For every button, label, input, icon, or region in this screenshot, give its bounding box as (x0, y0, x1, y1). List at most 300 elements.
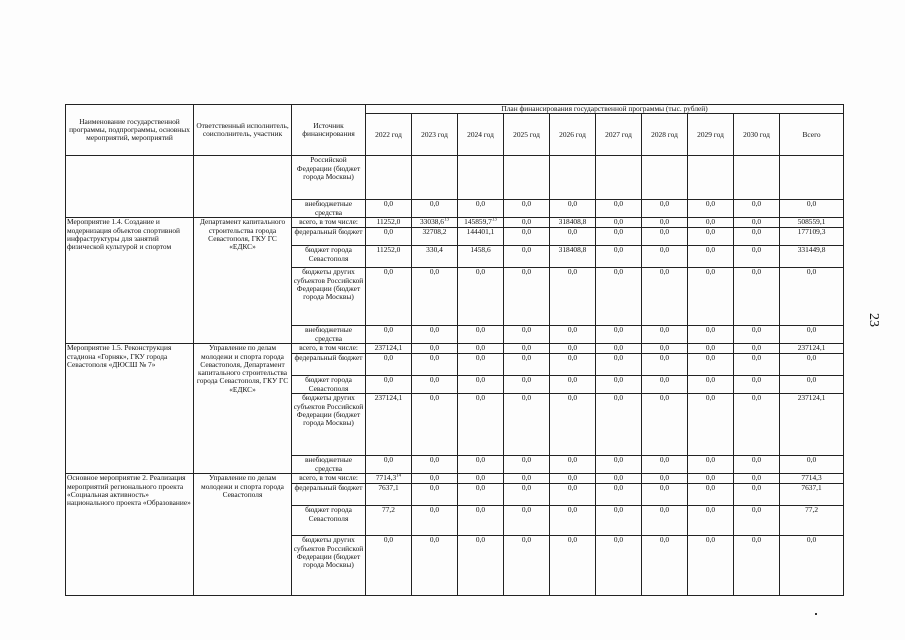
value-text: 0,0 (475, 375, 486, 385)
value-cell (734, 156, 780, 200)
value-cell (688, 156, 734, 200)
value-text: 0,0 (383, 535, 394, 545)
funding-source: внебюджетные средства (292, 200, 366, 218)
value-text: 0,0 (806, 375, 817, 385)
header-year: 2027 год (596, 114, 642, 156)
value-text: 0,0 (475, 535, 486, 545)
value-text: 0,0 (806, 353, 817, 363)
value-cell (688, 484, 734, 506)
value-text: 0,0 (429, 473, 440, 483)
value-text: 0,0 (659, 375, 670, 385)
value-cell (734, 474, 780, 484)
value-cell (780, 326, 844, 344)
header-year: 2028 год (642, 114, 688, 156)
value-cell (688, 228, 734, 246)
value-cell (642, 344, 688, 354)
responsible-executor: Управление по делам молодежи и спорта города Севастополя (194, 474, 292, 596)
value-cell (504, 376, 550, 394)
value-cell (642, 394, 688, 456)
value-cell (458, 344, 504, 354)
value-text: 0,0 (659, 535, 670, 545)
value-cell (642, 218, 688, 228)
value-cell (458, 156, 504, 200)
value-text: 0,0 (751, 375, 762, 385)
header-plan-title: План финансирования государственной программы (тыс. рублей) (366, 105, 844, 114)
value-cell (550, 376, 596, 394)
value-cell (596, 268, 642, 326)
value-cell (596, 218, 642, 228)
value-text: 237124,1 (797, 343, 826, 353)
value-cell (734, 228, 780, 246)
value-text: 0,0 (613, 483, 624, 493)
footnote-mark: 14 (396, 473, 402, 479)
header-year: 2022 год (366, 114, 412, 156)
value-text: 0,0 (659, 325, 670, 335)
value-cell (596, 200, 642, 218)
value-text: 0,0 (521, 535, 532, 545)
value-cell (458, 228, 504, 246)
value-cell (734, 344, 780, 354)
value-cell (596, 536, 642, 596)
value-text: 0,0 (751, 227, 762, 237)
value-cell (642, 326, 688, 344)
value-cell (458, 484, 504, 506)
value-text: 0,0 (475, 483, 486, 493)
value-cell (458, 354, 504, 376)
value-cell (734, 200, 780, 218)
value-cell (412, 474, 458, 484)
value-cell (780, 268, 844, 326)
value-cell (458, 536, 504, 596)
header-source: Источник финансирования (292, 105, 366, 156)
value-cell (734, 326, 780, 344)
header-year: 2024 год (458, 114, 504, 156)
header-year: 2023 год (412, 114, 458, 156)
activity-name: Основное мероприятие 2. Реализация мероприятий регионального проекта «Социальная активность» национального проекта «Образование» (66, 474, 194, 596)
value-text: 11252,0 (376, 245, 401, 255)
value-text: 0,0 (383, 353, 394, 363)
value-cell (504, 474, 550, 484)
value-cell (366, 376, 412, 394)
value-cell (688, 474, 734, 484)
value-text: 0,0 (383, 227, 394, 237)
value-text: 0,0 (613, 245, 624, 255)
table-body (66, 156, 844, 596)
value-text: 7637,1 (801, 483, 822, 493)
value-cell (688, 246, 734, 268)
value-cell (780, 354, 844, 376)
value-text: 0,0 (705, 325, 716, 335)
value-cell (734, 536, 780, 596)
value-cell (504, 536, 550, 596)
value-cell (780, 394, 844, 456)
value-cell (642, 228, 688, 246)
value-cell (366, 484, 412, 506)
value-cell (688, 376, 734, 394)
value-cell (366, 326, 412, 344)
value-cell (780, 536, 844, 596)
value-text: 0,0 (705, 375, 716, 385)
value-cell (550, 474, 596, 484)
value-cell (642, 200, 688, 218)
value-text: 0,0 (705, 535, 716, 545)
page-number: 23 (866, 313, 881, 327)
value-text: 0,0 (705, 227, 716, 237)
value-text: 0,0 (751, 325, 762, 335)
value-cell (688, 326, 734, 344)
value-cell (642, 474, 688, 484)
value-cell (504, 484, 550, 506)
header-year: Всего (780, 114, 844, 156)
value-text: 0,0 (751, 455, 762, 465)
value-text: 0,0 (521, 343, 532, 353)
value-cell (550, 456, 596, 474)
value-text: 0,0 (429, 483, 440, 493)
value-text: 0,0 (521, 217, 532, 227)
value-text: 0,0 (751, 267, 762, 277)
value-text: 0,0 (705, 505, 716, 515)
value-text: 7637,1 (378, 483, 399, 493)
value-text: 0,0 (567, 199, 578, 209)
value-text: 0,0 (429, 393, 440, 403)
value-text: 0,0 (705, 245, 716, 255)
value-cell (366, 474, 412, 484)
value-text: 0,0 (659, 505, 670, 515)
value-cell (366, 506, 412, 536)
value-text: 0,0 (567, 455, 578, 465)
footnote-mark: 13 (491, 217, 497, 223)
value-text: 0,0 (475, 455, 486, 465)
value-cell (734, 218, 780, 228)
value-text: 0,0 (659, 199, 670, 209)
value-cell (412, 484, 458, 506)
value-cell (366, 246, 412, 268)
value-text: 0,0 (613, 455, 624, 465)
value-text: 0,0 (567, 535, 578, 545)
table-row (66, 344, 844, 354)
value-text: 0,0 (567, 473, 578, 483)
value-text: 0,0 (705, 473, 716, 483)
value-text: 0,0 (751, 535, 762, 545)
funding-source: бюджет города Севастополя (292, 506, 366, 536)
value-cell (688, 200, 734, 218)
funding-source: федеральный бюджет (292, 228, 366, 246)
value-cell (642, 156, 688, 200)
value-text: 0,0 (429, 325, 440, 335)
value-cell (734, 354, 780, 376)
value-cell (642, 484, 688, 506)
value-cell (642, 506, 688, 536)
value-cell (688, 218, 734, 228)
value-cell (366, 354, 412, 376)
value-cell (688, 344, 734, 354)
value-cell (366, 344, 412, 354)
value-text: 0,0 (567, 393, 578, 403)
value-cell (642, 246, 688, 268)
value-cell (596, 156, 642, 200)
value-text: 0,0 (521, 267, 532, 277)
value-text: 0,0 (429, 455, 440, 465)
value-text: 0,0 (475, 505, 486, 515)
value-text: 0,0 (751, 245, 762, 255)
value-cell (734, 506, 780, 536)
value-cell (412, 228, 458, 246)
value-cell (596, 474, 642, 484)
value-text: 0,0 (383, 375, 394, 385)
header-name: Наименование государственной программы, подпрограммы, основных мероприятий, мероприятий (66, 105, 194, 156)
value-text: 0,0 (659, 353, 670, 363)
value-text: 0,0 (521, 473, 532, 483)
value-cell (780, 156, 844, 200)
value-text: 0,0 (475, 343, 486, 353)
value-cell (412, 218, 458, 228)
value-text: 0,0 (806, 325, 817, 335)
value-text: 0,0 (659, 473, 670, 483)
value-cell (504, 156, 550, 200)
value-text: 237124,1 (374, 393, 403, 403)
value-cell (780, 376, 844, 394)
value-cell (642, 376, 688, 394)
table-row (66, 156, 844, 200)
value-text: 0,0 (806, 535, 817, 545)
value-cell (458, 394, 504, 456)
value-text: 0,0 (613, 353, 624, 363)
value-cell (780, 456, 844, 474)
value-cell (734, 246, 780, 268)
value-text: 0,0 (613, 375, 624, 385)
value-text: 0,0 (567, 343, 578, 353)
value-cell (596, 228, 642, 246)
value-cell (780, 246, 844, 268)
value-cell (504, 326, 550, 344)
header-year: 2029 год (688, 114, 734, 156)
value-text: 0,0 (659, 455, 670, 465)
value-text: 0,0 (383, 325, 394, 335)
funding-source: бюджет города Севастополя (292, 246, 366, 268)
value-text: 77,2 (805, 505, 819, 515)
value-text: 0,0 (613, 343, 624, 353)
value-text: 0,0 (383, 455, 394, 465)
value-text: 0,0 (429, 535, 440, 545)
value-cell (550, 156, 596, 200)
value-cell (412, 354, 458, 376)
value-text: 330,4 (426, 245, 443, 255)
value-text: 0,0 (521, 325, 532, 335)
value-text: 0,0 (429, 343, 440, 353)
value-text: 32708,2 (422, 227, 447, 237)
value-cell (780, 344, 844, 354)
value-cell (780, 228, 844, 246)
funding-source: всего, в том числе: (292, 218, 366, 228)
value-cell (504, 394, 550, 456)
value-cell (412, 268, 458, 326)
funding-source: внебюджетные средства (292, 456, 366, 474)
value-cell (596, 456, 642, 474)
value-text: 0,0 (383, 199, 394, 209)
footnote-mark: 13 (444, 217, 450, 223)
value-cell (550, 354, 596, 376)
responsible-executor: Управление по делам молодежи и спорта города Севастополя, Департамент капитального строительства города Севастополя, ГКУ ГС «ЕДКС» (194, 344, 292, 474)
value-cell (688, 394, 734, 456)
value-cell (366, 456, 412, 474)
value-text: 0,0 (659, 343, 670, 353)
value-cell (780, 200, 844, 218)
value-cell (780, 474, 844, 484)
value-text: 237124,1 (797, 393, 826, 403)
value-cell (366, 268, 412, 326)
value-cell (504, 200, 550, 218)
value-text: 508559,1 (797, 217, 826, 227)
value-text: 318408,8 (558, 217, 587, 227)
value-cell (504, 344, 550, 354)
value-text: 0,0 (613, 217, 624, 227)
value-text: 0,0 (521, 227, 532, 237)
value-cell (366, 536, 412, 596)
value-text: 0,0 (429, 199, 440, 209)
value-text: 0,0 (429, 505, 440, 515)
value-text: 0,0 (806, 267, 817, 277)
value-cell (596, 394, 642, 456)
value-text: 0,0 (659, 245, 670, 255)
value-text: 0,0 (751, 217, 762, 227)
value-cell (780, 506, 844, 536)
funding-source: федеральный бюджет (292, 484, 366, 506)
value-text: 0,0 (705, 217, 716, 227)
value-text: 0,0 (613, 535, 624, 545)
value-cell (550, 326, 596, 344)
value-cell (412, 376, 458, 394)
value-cell (412, 246, 458, 268)
value-cell (642, 354, 688, 376)
value-cell (366, 156, 412, 200)
value-text: 145859,7 (464, 217, 492, 227)
value-cell (550, 228, 596, 246)
value-cell (458, 456, 504, 474)
value-text: 0,0 (567, 505, 578, 515)
value-cell (366, 218, 412, 228)
value-cell (458, 218, 504, 228)
value-cell (412, 156, 458, 200)
value-cell (596, 506, 642, 536)
value-text: 0,0 (567, 353, 578, 363)
funding-source: бюджеты других субъектов Российской Федерации (бюджет города Москвы) (292, 268, 366, 326)
funding-source: бюджеты других субъектов Российской Федерации (бюджет города Москвы) (292, 536, 366, 596)
value-text: 0,0 (567, 483, 578, 493)
value-text: 0,0 (659, 483, 670, 493)
value-cell (412, 394, 458, 456)
funding-source: федеральный бюджет (292, 354, 366, 376)
scan-speck (815, 613, 817, 615)
value-cell (596, 246, 642, 268)
value-cell (550, 268, 596, 326)
value-cell (504, 456, 550, 474)
value-text: 0,0 (567, 325, 578, 335)
value-text: 0,0 (751, 483, 762, 493)
value-text: 0,0 (521, 483, 532, 493)
funding-source: бюджеты других субъектов Российской Федерации (бюджет города Москвы) (292, 394, 366, 456)
value-text: 0,0 (613, 393, 624, 403)
value-text: 0,0 (521, 375, 532, 385)
value-cell (688, 354, 734, 376)
value-text: 0,0 (705, 483, 716, 493)
funding-source: Российской Федерации (бюджет города Москвы) (292, 156, 366, 200)
value-cell (458, 326, 504, 344)
value-text: 0,0 (613, 325, 624, 335)
value-text: 0,0 (429, 375, 440, 385)
activity-name: Мероприятие 1.5. Реконструкция стадиона «Горняк», ГКУ города Севастополя «ДЮСШ № 7» (66, 344, 194, 474)
value-text: 0,0 (659, 267, 670, 277)
value-cell (458, 268, 504, 326)
value-cell (688, 536, 734, 596)
financing-table (65, 104, 844, 596)
value-cell (504, 506, 550, 536)
value-cell (504, 268, 550, 326)
value-cell (550, 200, 596, 218)
value-text: 0,0 (429, 267, 440, 277)
header-year: 2026 год (550, 114, 596, 156)
value-cell (504, 354, 550, 376)
value-cell (550, 344, 596, 354)
value-cell (412, 536, 458, 596)
value-cell (734, 394, 780, 456)
value-cell (412, 326, 458, 344)
value-text: 0,0 (659, 227, 670, 237)
value-cell (458, 246, 504, 268)
value-cell (504, 246, 550, 268)
value-text: 331449,8 (797, 245, 826, 255)
value-cell (550, 506, 596, 536)
value-cell (550, 246, 596, 268)
value-cell (458, 200, 504, 218)
value-text: 0,0 (613, 227, 624, 237)
value-text: 33038,6 (419, 217, 445, 227)
value-cell (596, 484, 642, 506)
value-cell (412, 200, 458, 218)
value-cell (642, 268, 688, 326)
value-cell (688, 268, 734, 326)
value-cell (596, 344, 642, 354)
value-cell (550, 536, 596, 596)
value-text: 0,0 (613, 505, 624, 515)
responsible-executor (194, 156, 292, 218)
value-cell (504, 228, 550, 246)
value-text: 0,0 (751, 199, 762, 209)
value-cell (550, 484, 596, 506)
value-text: 0,0 (521, 505, 532, 515)
value-cell (780, 218, 844, 228)
value-cell (366, 228, 412, 246)
value-cell (550, 394, 596, 456)
funding-source: всего, в том числе: (292, 474, 366, 484)
value-text: 0,0 (521, 199, 532, 209)
funding-source: всего, в том числе: (292, 344, 366, 354)
value-text: 0,0 (806, 455, 817, 465)
value-text: 0,0 (659, 217, 670, 227)
value-text: 0,0 (475, 199, 486, 209)
value-text: 0,0 (475, 325, 486, 335)
value-cell (688, 506, 734, 536)
value-cell (734, 484, 780, 506)
value-cell (412, 344, 458, 354)
value-text: 0,0 (705, 393, 716, 403)
value-text: 0,0 (613, 267, 624, 277)
value-text: 0,0 (705, 455, 716, 465)
value-cell (734, 456, 780, 474)
value-text: 0,0 (659, 393, 670, 403)
value-text: 0,0 (521, 393, 532, 403)
table-row (66, 474, 844, 484)
value-text: 0,0 (475, 267, 486, 277)
